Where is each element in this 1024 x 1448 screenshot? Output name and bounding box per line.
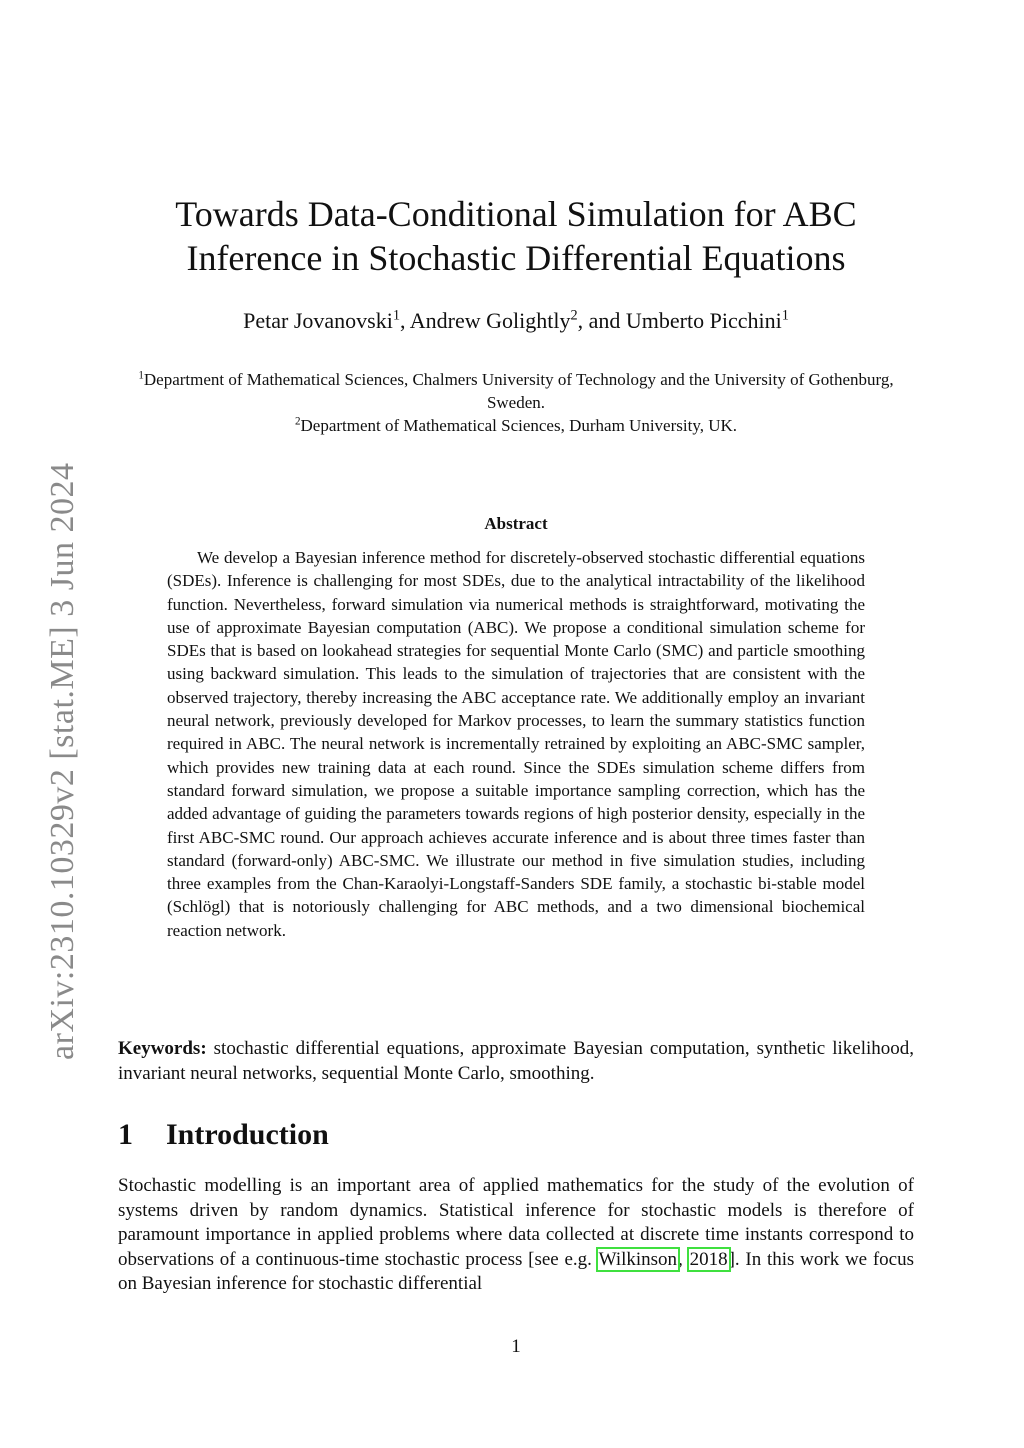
affiliation-mark: 1 xyxy=(781,307,789,324)
paper-title xyxy=(118,192,914,280)
keywords-paragraph xyxy=(118,1036,914,1086)
author-separator: , and xyxy=(577,308,626,333)
arxiv-identifier-stamp: arXiv:2310.10329v2 [stat.ME] 3 Jun 2024 xyxy=(44,462,81,1060)
affiliation-mark: 2 xyxy=(570,307,578,324)
author-list xyxy=(118,306,914,336)
affiliation-text: Department of Mathematical Sciences, Chalmers University of Technology and the University of Gothenburg, Sweden. xyxy=(143,370,894,412)
affiliation-text: Department of Mathematical Sciences, Durham University, UK. xyxy=(300,416,738,435)
intro-text: Stochastic modelling is an important area of applied mathematics for the study of the evolution of systems driven by random dynamics. Statistical inference for stochastic models is therefore of paramount importance in applied problems where data collected at discrete time instants correspond to observations of a continuous-time stochastic process [see e.g. xyxy=(118,1175,914,1270)
affiliation-2 xyxy=(118,414,914,437)
keywords-text: stochastic differential equations, approximate Bayesian computation, synthetic likelihood, invariant neural networks, sequential Monte Carlo, smoothing. xyxy=(118,1038,914,1084)
section-title: Introduction xyxy=(166,1118,329,1151)
citation-link-year[interactable]: 2018 xyxy=(689,1248,728,1270)
keywords-label: Keywords: xyxy=(118,1038,207,1059)
affiliation-1 xyxy=(118,368,914,414)
section-heading-introduction xyxy=(118,1118,329,1152)
affiliation-mark: 2 xyxy=(294,415,301,428)
abstract-body: We develop a Bayesian inference method for discretely-observed stochastic differential equations (SDEs). Inference is challenging for most SDEs, due to the analytical intractability of the likelihood function. Nevertheless, forward simulation via numerical methods is straightforward, motivating the use of approximate Bayesian computation (ABC). We propose a conditional simulation scheme for SDEs that is based on lookahead strategies for sequential Monte Carlo (SMC) and particle smoothing using backward simulation. This leads to the simulation of trajectories that are consistent with the observed trajectory, thereby increasing the ABC acceptance rate. We additionally employ an invariant neural network, previously developed for Markov processes, to learn the summary statistics function required in ABC. The neural network is incrementally retrained by exploiting an ABC-SMC sampler, which provides new training data at each round. Since the SDEs simulation scheme differs from standard forward simulation, we propose a suitable importance sampling correction, which has the added advantage of guiding the parameters towards regions of high posterior density, especially in the first ABC-SMC round. Our approach achieves accurate inference and is about three times faster than standard (forward-only) ABC-SMC. We illustrate our method in five simulation studies, including three examples from the Chan-Karaolyi-Longstaff-Sanders SDE family, a stochastic bi-stable model (Schlögl) that is notoriously challenging for ABC methods, and a two dimensional biochemical reaction network. xyxy=(167,548,865,940)
introduction-paragraph xyxy=(118,1174,914,1297)
author-name: Umberto Picchini xyxy=(625,308,782,333)
author-separator: , xyxy=(399,308,410,333)
affiliation-mark: 1 xyxy=(138,369,144,382)
title-line-2: Inference in Stochastic Differential Equations xyxy=(186,238,846,278)
intro-text-continued: ]. In this work we focus on Bayesian inference for stochastic differential xyxy=(118,1248,914,1295)
citation-separator: , xyxy=(678,1248,689,1270)
author-name: Petar Jovanovski xyxy=(243,308,393,333)
section-number: 1 xyxy=(118,1118,133,1151)
title-line-1: Towards Data-Conditional Simulation for ABC xyxy=(175,194,857,234)
abstract-heading: Abstract xyxy=(484,514,548,533)
page-number: 1 xyxy=(511,1336,521,1357)
author-name: Andrew Golightly xyxy=(409,308,571,333)
affiliation-mark: 1 xyxy=(392,307,400,324)
affiliations xyxy=(118,368,914,437)
citation-link-author[interactable]: Wilkinson xyxy=(598,1248,678,1270)
